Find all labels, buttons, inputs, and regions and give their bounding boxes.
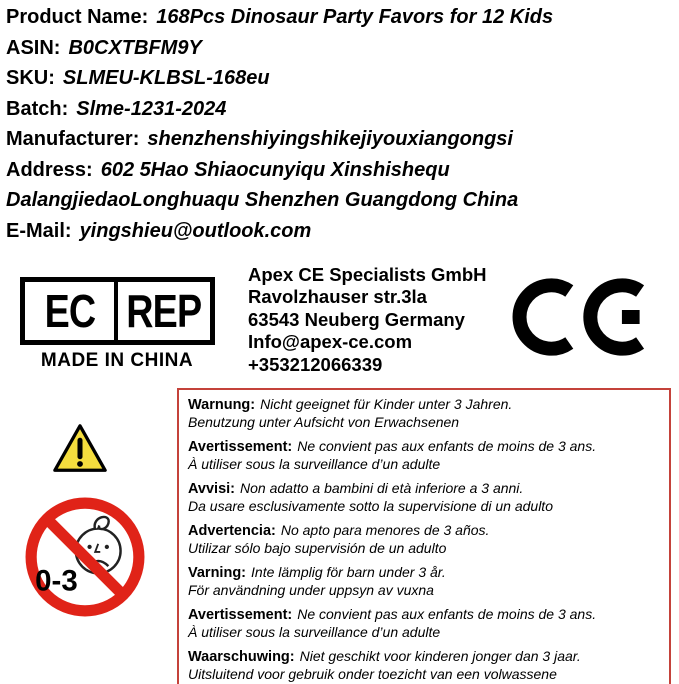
warning-language-label: Varning: bbox=[188, 565, 247, 581]
field-label: E-Mail: bbox=[6, 219, 72, 242]
age-restriction-icon bbox=[24, 496, 146, 623]
warning-text-line1: No apto para menores de 3 años. bbox=[280, 522, 490, 538]
warning-text-line2: Benutzung unter Aufsicht von Erwachsenen bbox=[188, 413, 460, 430]
warning-language-label: Avertissement: bbox=[188, 607, 293, 623]
warning-text-line2: À utiliser sous la surveillance d’un adulte bbox=[188, 455, 441, 472]
warning-triangle-icon bbox=[51, 420, 109, 483]
warning-text-line1: Ne convient pas aux enfants de moins de 3 ans. bbox=[297, 606, 597, 622]
ec-rep-cell-left bbox=[25, 282, 114, 340]
ec-rep-ec-label: EC bbox=[44, 285, 96, 337]
field-label: Product Name: bbox=[6, 6, 149, 28]
warning-entry bbox=[188, 480, 661, 514]
product-info-row bbox=[6, 2, 553, 33]
field-value: SLMEU-KLBSL-168eu bbox=[62, 67, 270, 89]
warning-entry bbox=[188, 606, 661, 640]
warning-entry bbox=[188, 438, 661, 472]
field-value: yingshieu@outlook.com bbox=[79, 219, 312, 242]
contact-line: +353212066339 bbox=[248, 353, 383, 375]
product-info-block bbox=[6, 2, 553, 246]
product-info-row bbox=[6, 94, 553, 125]
product-info-row bbox=[6, 185, 553, 216]
field-label: Batch: bbox=[6, 97, 69, 120]
warning-language-label: Warnung: bbox=[188, 397, 256, 413]
warning-box bbox=[177, 388, 671, 684]
warning-text-line1: Non adatto a bambini di età inferiore a 3 anni. bbox=[240, 480, 524, 496]
warning-entry bbox=[188, 396, 661, 430]
warning-text-line2: Utilizar sólo bajo supervisión de un adulto bbox=[188, 539, 447, 556]
field-label: SKU: bbox=[6, 67, 55, 89]
warning-text-line2: För användning under uppsyn av vuxna bbox=[188, 581, 434, 598]
product-info-row bbox=[6, 216, 553, 247]
warning-language-label: Avertissement: bbox=[188, 439, 293, 455]
warning-text-line2: Da usare esclusivamente sotto la supervisione di un adulto bbox=[188, 497, 553, 514]
field-value: DalangjiedaoLonghuaqu Shenzhen Guangdong China bbox=[6, 189, 519, 211]
warning-text-line1: Nicht geeignet für Kinder unter 3 Jahren. bbox=[260, 396, 513, 412]
warning-text-line1: Ne convient pas aux enfants de moins de 3 ans. bbox=[297, 438, 597, 454]
warning-text-line2: Uitsluitend voor gebruik onder toezicht van een volwassene bbox=[188, 665, 557, 682]
contact-line: Apex CE Specialists GmbH bbox=[248, 264, 487, 285]
age-range-text: 0-3 bbox=[35, 564, 78, 598]
eu-representative-contact bbox=[248, 264, 487, 376]
field-label: ASIN: bbox=[6, 36, 61, 59]
made-in-china-label: MADE IN CHINA bbox=[40, 350, 194, 371]
field-value: B0CXTBFM9Y bbox=[68, 36, 202, 59]
warning-language-label: Avvisi: bbox=[188, 481, 236, 497]
contact-line: 63543 Neuberg Germany bbox=[248, 308, 465, 330]
warning-entry bbox=[188, 564, 661, 598]
field-value: 602 5Hao Shiaocunyiqu Xinshishequ bbox=[100, 158, 450, 181]
contact-line: Info@apex-ce.com bbox=[248, 331, 413, 353]
ec-rep-cell-right bbox=[114, 282, 210, 340]
product-info-row bbox=[6, 155, 553, 186]
ec-rep-rep-label: REP bbox=[126, 285, 202, 337]
warning-language-label: Waarschuwing: bbox=[188, 649, 295, 665]
product-info-row bbox=[6, 33, 553, 64]
ec-rep-symbol bbox=[20, 277, 215, 345]
warning-language-label: Advertencia: bbox=[188, 523, 276, 539]
product-info-row bbox=[6, 124, 553, 155]
field-label: Address: bbox=[6, 158, 93, 181]
field-value: Slme-1231-2024 bbox=[76, 97, 227, 120]
warning-entry bbox=[188, 522, 661, 556]
warning-text-line2: À utiliser sous la surveillance d’un adulte bbox=[188, 623, 441, 640]
field-value: shenzhenshiyingshikejiyouxiangongsi bbox=[147, 128, 513, 150]
contact-line: Ravolzhauser str.3la bbox=[248, 286, 427, 308]
product-info-row bbox=[6, 63, 553, 94]
warning-text-line1: Inte lämplig för barn under 3 år. bbox=[251, 564, 446, 580]
warning-entry bbox=[188, 648, 661, 682]
field-value: 168Pcs Dinosaur Party Favors for 12 Kids bbox=[156, 6, 554, 28]
warning-text-line1: Niet geschikt voor kinderen jonger dan 3 jaar. bbox=[299, 648, 581, 664]
ce-mark-icon bbox=[512, 276, 648, 363]
field-label: Manufacturer: bbox=[6, 128, 140, 150]
